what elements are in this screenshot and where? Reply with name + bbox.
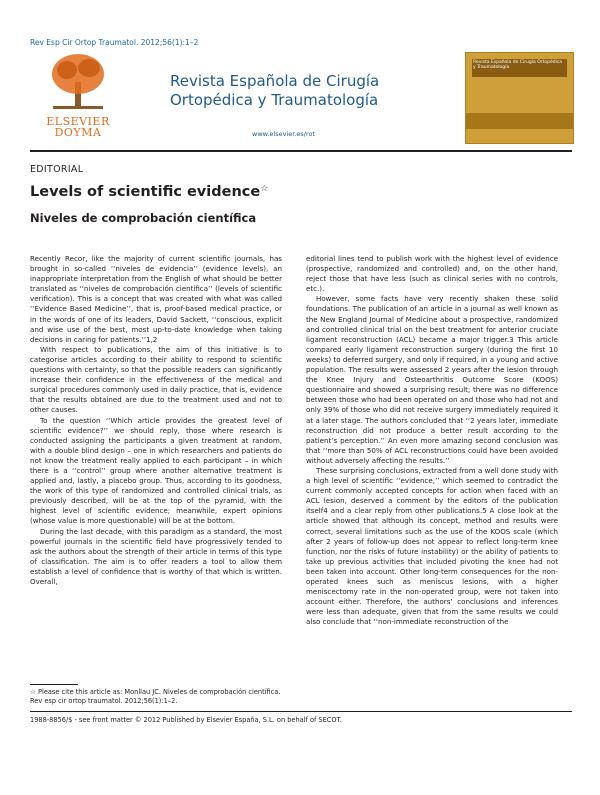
copyright-line: 1988-8856/$ - see front matter © 2012 Published by Elsevier España, S.L. on behalf of SECOT.: [30, 716, 342, 724]
paragraph: However, some facts have very recently shaken these solid foundations. The publication of an article in a journal as well known as the New England Journal of Medicine about a prospective, randomized and controlled clinical trial on the best treatment for anterior cruciate ligament reconstruction (ACL) became a major trigger.3 This article compared early ligament reconstruction surgery (during the first 10 weeks) to deferred surgery, and only if required, in a young and active population. The results were assessed 2 years after the lesion through the Knee Injury and Osteoarthritis Outcome Score (KOOS) questionnaire and showed a surprising result; there was no difference between those who had been operated on and those who had not and only 39% of those who did not receive surgery immediately required it at a later stage. The authors concluded that ‘‘2 years later, immediate reconstruction did not produce a better result according to the patient’s perception.’’ An even more amazing second conclusion was that ‘‘more than 50% of ACL reconstructions could have been avoided without adversely affecting the results.’’: [306, 294, 558, 465]
footnote: [30, 688, 282, 706]
paragraph: editorial lines tend to publish work with the highest level of evidence (prospective, randomized and controlled) and, on the other hand, reject those that have less (such as clinical series with no controls, etc.).: [306, 254, 558, 294]
article-title-text: Levels of scientific evidence: [30, 184, 261, 200]
footnote-divider: [30, 684, 78, 685]
running-head: Rev Esp Cir Ortop Traumatol. 2012;56(1):1–2: [30, 38, 199, 47]
bottom-divider: [30, 711, 572, 712]
article-title: [30, 184, 268, 200]
cover-band: [466, 113, 573, 129]
journal-url-link[interactable]: www.elsevier.es/rot: [252, 130, 316, 138]
journal-title-line-2: Ortopédica y Traumatología: [170, 91, 379, 109]
paragraph: These surprising conclusions, extracted from a well done study with a high level of scientific ‘‘evidence,’’ which seemed to contradict the current commonly accepted concepts for action when faced with an ACL lesion, deserved a comment by the editors of the publication itself4 and a clear reply from other publications.5 A close look at the article showed that although its concept, method and results were correct, several limitations such as the use of the KOOS scale (which after 2 years of follow-up does not appear to reflect long-term knee function, nor the risks of future instability) or the ability of patients to take up previous activities that included pivoting the knee had not been taken into account. Other long-term consequences for the non-operated knees such as meniscus lesions, with a higher meniscectomy rate in the non-operated group, were not taken into account either. Therefore, the authors’ conclusions and inferences were less than adequate, given that from the same results we could also conclude that ‘‘non-immediate reconstruction of the: [306, 465, 558, 627]
header-divider: [30, 150, 572, 152]
elsevier-tree-icon: [49, 52, 107, 112]
journal-title: [170, 72, 470, 110]
article-subtitle: Niveles de comprobación científica: [30, 211, 257, 225]
elsevier-logo: [30, 52, 126, 144]
publisher-name: ELSEVIER: [46, 115, 110, 128]
journal-title-line-1: Revista Española de Cirugía: [170, 72, 380, 90]
cover-title: Revista Española de Cirugía Ortopédica y Traumatología: [472, 59, 567, 77]
publisher-sub: DOYMA: [54, 126, 102, 139]
footnote-text: Please cite this article as: Monllau JC. Niveles de comprobación científica. Rev esp cir ortop traumatol. 2012;56(1):1–2.: [30, 688, 281, 705]
right-column: [306, 254, 558, 627]
paragraph: Recently Recor, like the majority of current scientific journals, has brought in so-called ‘‘niveles de evidencia’’ (evidence levels), an inappropriate interpretation from the English of what should be better translated as ‘‘niveles de comprobación científica’’ (levels of scientific verification). This is a concept that was created with what was called ‘‘Evidence Based Medicine’’, that is, proof-based medical practice, or in the words of one of its leaders, David Sackett, ‘‘conscious, explicit and wise use of the best, most up-to-date knowledge when taking decisions in caring for patients.’’1,2: [30, 254, 282, 344]
left-column: [30, 254, 282, 587]
paragraph: With respect to publications, the aim of this initiative is to categorise articles according to their ability to respond to scientific questions with certainty, so that the possible readers can significantly increase their confidence in the effectiveness of the medical and surgical procedures commonly used in daily practice, that is, evidence that the results obtained are due to the treatment used and not to other causes.: [30, 344, 282, 415]
journal-cover-thumbnail: [465, 52, 574, 144]
journal-header: [30, 52, 572, 144]
footnote-star-icon[interactable]: ☆: [260, 184, 269, 194]
paragraph: To the question ‘‘Which article provides the greatest level of scientific evidence?’’ we should reply, those where research is conducted assigning the participants a given treatment at random, with a double blind design – one in which researchers and patients do not know the treatment really applied to each participant – in which there is a ‘‘control’’ group where another alternative treatment is applied and, lastly, a placebo group. Thus, according to its goodness, the work of this type of randomized and controlled clinical trials, as previously described, will be at the top of the pyramid, with the highest level of scientific evidence; meanwhile, expert opinions (whose value is more questionable) will be at the bottom.: [30, 415, 282, 526]
section-label: EDITORIAL: [30, 164, 84, 175]
footnote-star-icon: ☆: [30, 688, 36, 696]
paragraph: During the last decade, with this paradigm as a standard, the most powerful journals in the scientific field have progressively tended to ask the authors about the strength of their article in terms of this type of classification. The aim is to offer readers a tool to allow them establish a level of confidence that is worthy of that which is written. Overall,: [30, 526, 282, 586]
